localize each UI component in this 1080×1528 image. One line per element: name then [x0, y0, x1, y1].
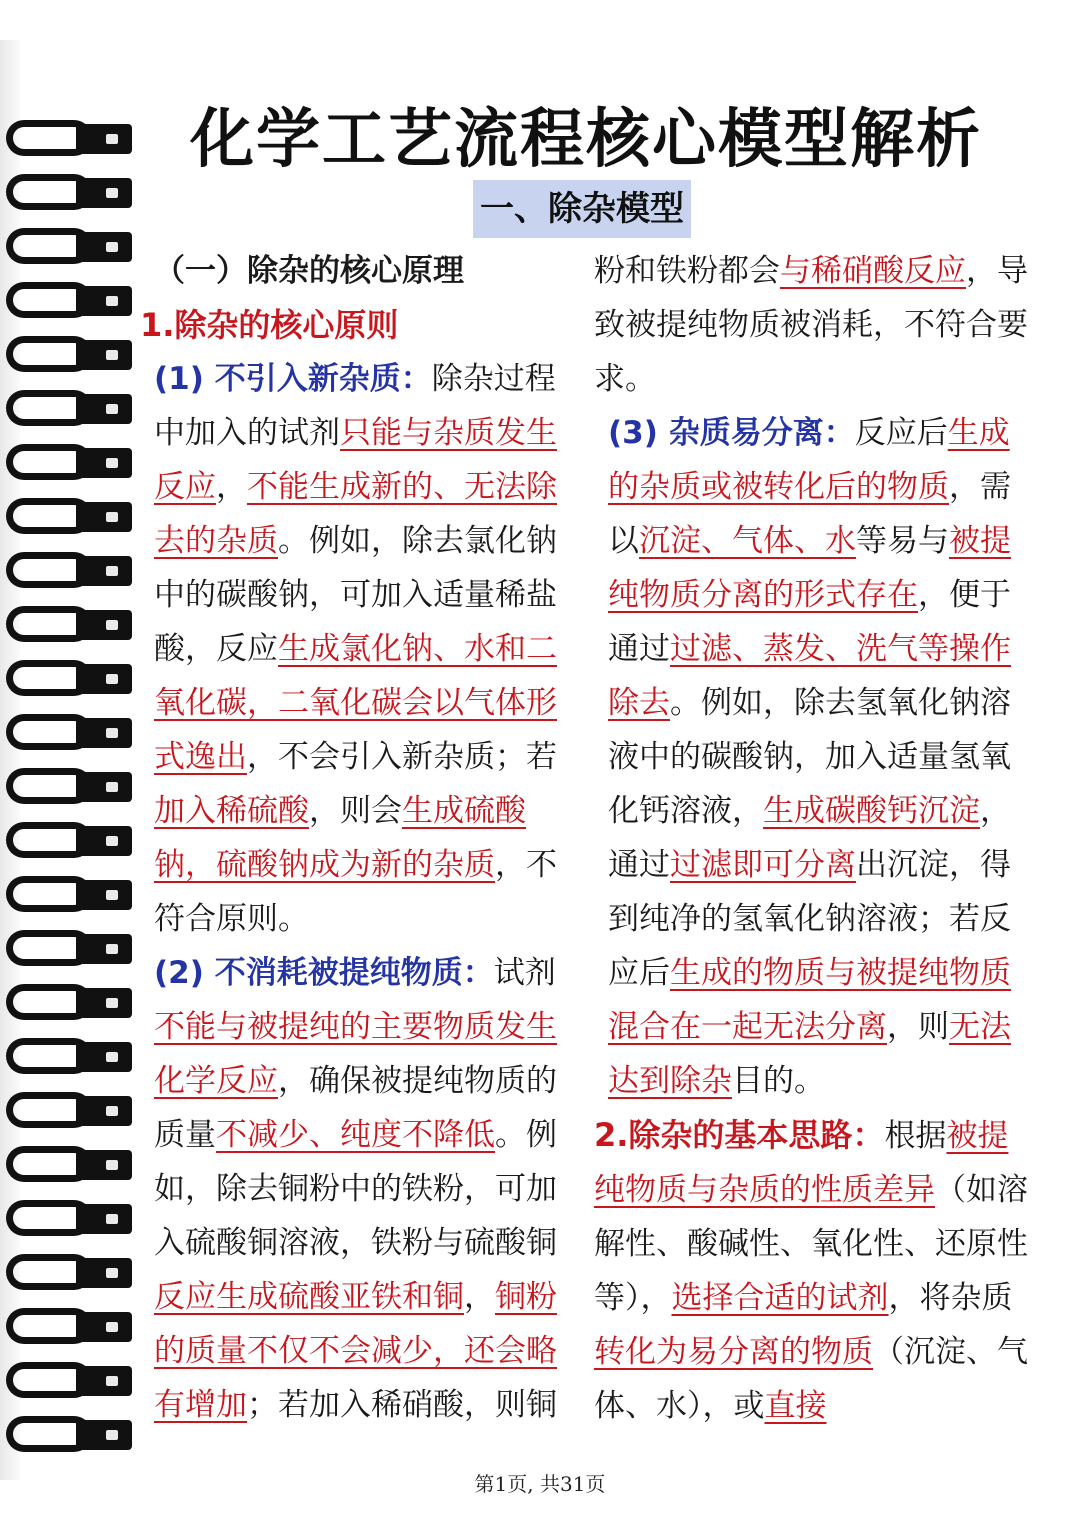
page-title: 化学工艺流程核心模型解析: [190, 103, 982, 177]
binding-ring: [6, 174, 130, 214]
binding-ring: [6, 1416, 130, 1456]
binding-ring: [6, 1362, 130, 1402]
spiral-binding: [0, 40, 140, 1480]
paragraph-3-label: (3) 杂质易分离：: [608, 415, 855, 451]
binding-ring: [6, 336, 130, 376]
paragraph-1: (1) 不引入新杂质：除杂过程中加入的试剂只能与杂质发生反应，不能生成新的、无法除去的杂质。例如，除去氯化钠中的碳酸钠，可加入适量稀盐酸，反应生成氯化钠、水和二氧化碳，二氧化碳会以气体形式逸出，不会引入新杂质；若加入稀硫酸，则会生成硫酸钠，硫酸钠成为新的杂质，不符合原则。: [154, 361, 557, 937]
binding-ring: [6, 1254, 130, 1294]
paragraph-3: (3) 杂质易分离：反应后生成的杂质或被转化后的物质，需以沉淀、气体、水等易与被提纯物质分离的形式存在，便于通过过滤、蒸发、洗气等操作除去。例如，除去氢氧化钠溶液中的碳酸钠，加入适量氢氧化钙溶液，生成碳酸钙沉淀，通过过滤即可分离出沉淀，得到纯净的氢氧化钠溶液；若反应后生成的物质与被提纯物质混合在一起无法分离，则无法达到除杂目的。: [608, 415, 1011, 1099]
page-number: 第1页, 共31页: [474, 1472, 606, 1496]
paragraph-2-continued: 粉和铁粉都会与稀硝酸反应，导致被提纯物质被消耗，不符合要求。: [594, 253, 1028, 397]
binding-ring: [6, 1200, 130, 1240]
left-column: [140, 244, 580, 1432]
binding-ring: [6, 552, 130, 592]
right-column: [594, 244, 1034, 1433]
binding-ring: [6, 1092, 130, 1132]
binding-ring: [6, 822, 130, 862]
binding-ring: [6, 390, 130, 430]
basic-approach-paragraph: 2.除杂的基本思路：根据被提纯物质与杂质的性质差异（如溶解性、酸碱性、氧化性、还原性等），选择合适的试剂，将杂质转化为易分离的物质（沉淀、气体、水），或直接: [594, 1116, 1028, 1424]
paragraph-2-label: (2) 不消耗被提纯物质：: [154, 955, 494, 991]
binding-ring: [6, 444, 130, 484]
principle-heading: 1.除杂的核心原则: [140, 306, 399, 344]
binding-ring: [6, 660, 130, 700]
basic-approach-heading: 2.除杂的基本思路：: [594, 1116, 885, 1154]
binding-ring: [6, 1308, 130, 1348]
paragraph-1-label: (1) 不引入新杂质：: [154, 361, 432, 397]
binding-ring: [6, 1146, 130, 1186]
binding-ring: [6, 282, 130, 322]
binding-ring: [6, 768, 130, 808]
paragraph-2: (2) 不消耗被提纯物质：试剂不能与被提纯的主要物质发生化学反应，确保被提纯物质的质量不减少、纯度不降低。例如，除去铜粉中的铁粉，可加入硫酸铜溶液，铁粉与硫酸铜反应生成硫酸亚铁和铜，铜粉的质量不仅不会减少，还会略有增加；若加入稀硝酸，则铜: [154, 955, 557, 1423]
binding-ring: [6, 1038, 130, 1078]
binding-ring: [6, 930, 130, 970]
binding-ring: [6, 984, 130, 1024]
binding-ring: [6, 714, 130, 754]
binding-ring: [6, 606, 130, 646]
binding-ring: [6, 120, 130, 160]
binding-ring: [6, 876, 130, 916]
binding-ring: [6, 228, 130, 268]
section-heading: 一、除杂模型: [473, 180, 691, 238]
binding-ring: [6, 498, 130, 538]
subsection-heading: （一）除杂的核心原理: [154, 253, 464, 289]
